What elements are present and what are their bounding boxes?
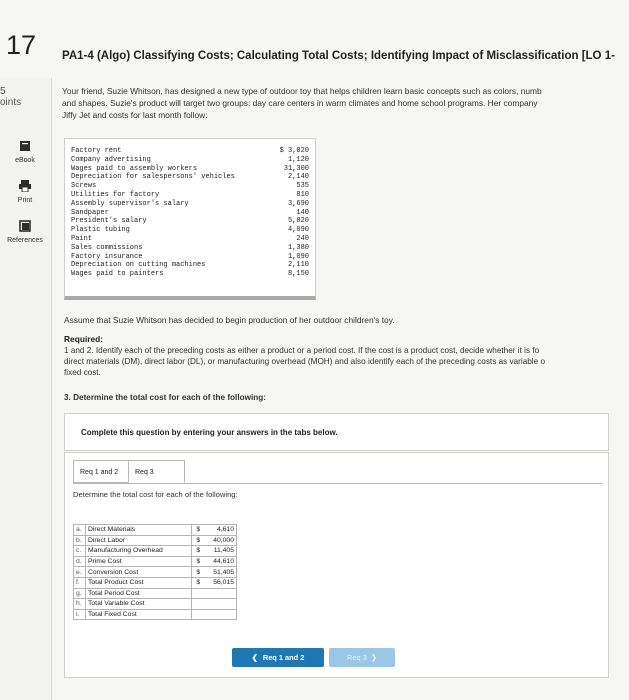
answer-row <box>74 556 237 567</box>
answer-input[interactable]: 44,610 <box>205 556 237 567</box>
intro-line: Jiffy Jet and costs for last month follow: <box>62 110 208 120</box>
answer-label: Total Variable Cost <box>86 599 192 610</box>
cost-item-label: Wages paid to assembly workers <box>71 164 198 173</box>
answer-input[interactable] <box>205 588 237 599</box>
answer-input[interactable] <box>205 609 237 620</box>
cost-item-label: Depreciation on cutting machines <box>71 261 206 270</box>
required-line: fixed cost. <box>64 368 101 377</box>
cost-item-label: Factory insurance <box>71 252 143 261</box>
chevron-right-icon: ❯ <box>370 653 377 662</box>
cost-item-label: Depreciation for salespersons' vehicles <box>71 173 235 182</box>
tab-prompt: Determine the total cost for each of the following: <box>73 490 238 499</box>
prev-req-button[interactable] <box>232 648 324 667</box>
answer-row <box>74 577 237 588</box>
cost-item-label: Utilities for factory <box>71 190 160 199</box>
answer-label: Total Period Cost <box>86 588 192 599</box>
cost-item-row <box>65 217 315 226</box>
answer-input[interactable]: 51,405 <box>205 567 237 578</box>
cost-item-row <box>65 253 315 262</box>
cost-item-label: Wages paid to painters <box>71 270 164 279</box>
currency-symbol: $ <box>192 525 205 536</box>
cost-item-row <box>65 261 315 270</box>
cost-item-amount: 140 <box>296 208 309 217</box>
cost-item-row <box>65 226 315 235</box>
intro-paragraph <box>62 85 629 121</box>
answer-letter: d. <box>74 556 86 567</box>
print-button[interactable] <box>2 180 48 204</box>
intro-line: and shapes. Suzie's product will target two groups: day care centers in warm climates and home school programs. Her company <box>62 98 538 108</box>
required-heading: Required: <box>64 334 104 344</box>
references-icon <box>2 220 48 234</box>
question-number: 17 <box>6 30 37 60</box>
cost-item-row <box>65 270 315 279</box>
cost-item-row <box>65 209 315 218</box>
required-instructions <box>64 345 629 378</box>
cost-item-amount: 240 <box>296 234 309 243</box>
answer-table <box>73 524 237 620</box>
answer-panel <box>64 452 609 678</box>
book-icon <box>2 140 48 154</box>
references-button[interactable] <box>2 220 48 244</box>
cost-item-row <box>65 244 315 253</box>
answer-letter: b. <box>74 535 86 546</box>
answer-input[interactable]: 56,015 <box>205 577 237 588</box>
side-toolbar <box>0 78 52 700</box>
required-line: direct materials (DM), direct labor (DL), or manufacturing overhead (MOH) and also identify each of the preceding costs as variable o <box>64 357 545 366</box>
ebook-button[interactable] <box>2 140 48 164</box>
currency-symbol: $ <box>192 546 205 557</box>
cost-item-row <box>65 235 315 244</box>
cost-item-label: Assembly supervisor's salary <box>71 199 189 208</box>
cost-item-amount: 535 <box>296 182 309 191</box>
answer-label: Total Fixed Cost <box>86 609 192 620</box>
answer-letter: a. <box>74 525 86 536</box>
answer-label: Total Product Cost <box>86 577 192 588</box>
cost-item-amount: $ 3,020 <box>279 147 309 155</box>
currency-symbol <box>192 599 205 610</box>
cost-item-label: Company advertising <box>71 155 151 164</box>
answer-input[interactable] <box>205 599 237 610</box>
next-req-button[interactable] <box>329 648 395 667</box>
question-title: PA1-4 (Algo) Classifying Costs; Calculating Total Costs; Identifying Impact of Misclassification [LO 1- <box>62 50 615 62</box>
cost-item-amount: 5,020 <box>287 217 309 226</box>
currency-symbol: $ <box>192 567 205 578</box>
answer-row <box>74 546 237 557</box>
cost-item-amount: 810 <box>296 190 309 199</box>
next-req-label: Req 3 <box>347 653 367 662</box>
currency-symbol: $ <box>192 535 205 546</box>
answer-letter: f. <box>74 577 86 588</box>
cost-item-row <box>65 182 315 191</box>
answer-row <box>74 588 237 599</box>
cost-item-amount: 4,090 <box>287 226 309 235</box>
cost-item-label: Plastic tubing <box>71 226 130 235</box>
answer-label: Prime Cost <box>86 556 192 567</box>
answer-letter: c. <box>74 546 86 557</box>
cost-item-amount: 3,690 <box>287 199 309 208</box>
cost-item-row <box>65 147 315 156</box>
currency-symbol: $ <box>192 556 205 567</box>
tab-divider <box>73 483 602 484</box>
tab-req-3[interactable]: Req 3 <box>129 460 185 483</box>
cost-item-row <box>65 165 315 174</box>
cost-list-table <box>64 138 316 300</box>
chevron-left-icon: ❮ <box>251 653 258 662</box>
currency-symbol: $ <box>192 577 205 588</box>
currency-symbol <box>192 588 205 599</box>
required-part-3: 3. Determine the total cost for each of the following: <box>64 393 266 402</box>
answer-letter: h. <box>74 599 86 610</box>
cost-item-label: Factory rent <box>71 147 122 155</box>
answer-row <box>74 525 237 536</box>
cost-item-amount: 31,300 <box>283 164 309 173</box>
answer-row <box>74 535 237 546</box>
answer-letter: g. <box>74 588 86 599</box>
answer-row <box>74 567 237 578</box>
cost-item-amount: 2,140 <box>287 173 309 182</box>
cost-item-label: Sales commissions <box>71 243 143 252</box>
answer-row <box>74 599 237 610</box>
answer-row <box>74 609 237 620</box>
cost-item-row <box>65 156 315 165</box>
assumption-text: Assume that Suzie Whitson has decided to begin production of her outdoor children's toy. <box>64 315 395 325</box>
cost-item-row <box>65 191 315 200</box>
answer-letter: e. <box>74 567 86 578</box>
points-text: oints <box>0 97 22 108</box>
instruction-box <box>64 413 609 451</box>
prev-req-label: Req 1 and 2 <box>262 653 305 662</box>
answer-input[interactable]: 40,000 <box>205 535 237 546</box>
cost-item-amount: 1,380 <box>287 243 309 252</box>
cost-item-amount: 2,110 <box>287 261 309 270</box>
cost-item-amount: 1,090 <box>287 252 309 261</box>
tab-bar <box>73 460 185 483</box>
answer-label: Manufacturing Overhead <box>86 546 192 557</box>
answer-letter: i. <box>74 609 86 620</box>
cost-item-row <box>65 200 315 209</box>
cost-item-label: Paint <box>71 234 93 243</box>
answer-label: Direct Labor <box>86 535 192 546</box>
currency-symbol <box>192 609 205 620</box>
ebook-label: eBook <box>15 157 35 164</box>
intro-line: Your friend, Suzie Whitson, has designed a new type of outdoor toy that helps children learn basic concepts such as colors, numb <box>62 86 542 96</box>
print-label: Print <box>17 197 33 204</box>
answer-input[interactable]: 4,610 <box>205 525 237 536</box>
points-value: 5 <box>0 86 6 97</box>
complete-instruction: Complete this question by entering your answers in the tabs below. <box>81 428 338 437</box>
answer-label: Direct Materials <box>86 525 192 536</box>
points-label <box>0 86 21 108</box>
cost-item-label: President's salary <box>71 217 147 226</box>
cost-item-amount: 8,150 <box>287 270 309 279</box>
print-icon <box>2 180 48 194</box>
cost-item-amount: 1,120 <box>287 155 309 164</box>
cost-item-row <box>65 173 315 182</box>
cost-item-label: Sandpaper <box>71 208 109 217</box>
cost-item-label: Screws <box>71 182 97 191</box>
answer-input[interactable]: 11,405 <box>205 546 237 557</box>
tab-req-1-and-2[interactable]: Req 1 and 2 <box>73 460 129 483</box>
answer-label: Conversion Cost <box>86 567 192 578</box>
references-label: References <box>7 237 43 244</box>
required-line: 1 and 2. Identify each of the preceding costs as either a product or a period cost. If the cost is a product cost, decide whether it is fo <box>64 346 540 355</box>
